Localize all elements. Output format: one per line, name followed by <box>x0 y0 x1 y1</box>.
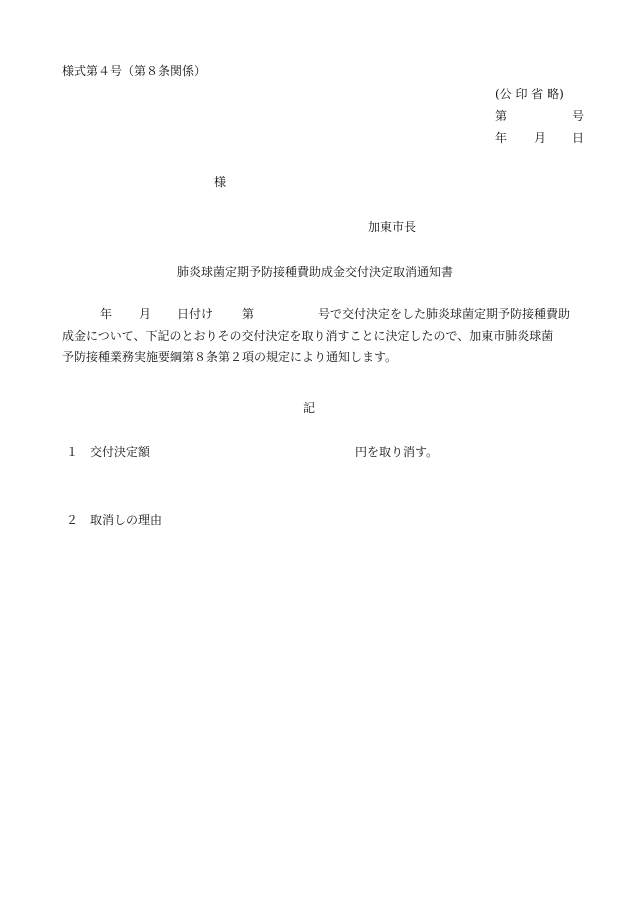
body-line-2 <box>62 326 582 348</box>
document-number-prefix: 第 <box>495 109 508 123</box>
body-line-3 <box>62 347 582 369</box>
addressee-honorific: 様 <box>214 175 227 189</box>
body-line-3-text: 予防接種業務実施要綱第８条第２項の規定により通知します。 <box>62 350 398 364</box>
item-label: 交付決定額 <box>90 445 151 459</box>
body-month-label: 月 <box>139 307 152 321</box>
item-label: 取消しの理由 <box>90 513 163 527</box>
document-reference-block <box>495 86 587 152</box>
body-number-prefix: 第 <box>242 307 255 321</box>
notes-heading: 記 <box>303 401 316 415</box>
date-day-label: 日 <box>572 131 585 145</box>
body-line-1 <box>62 304 582 326</box>
item-number: １ <box>66 445 79 459</box>
document-title: 肺炎球菌定期予防接種費助成金交付決定取消通知書 <box>177 265 454 279</box>
document-number-suffix: 号 <box>572 109 585 123</box>
seal-omitted-note: (公 印 省 略) <box>495 87 564 101</box>
date-year-label: 年 <box>495 131 508 145</box>
date-month-label: 月 <box>534 131 547 145</box>
body-paragraph <box>62 304 582 369</box>
item-suffix: 円を取り消す。 <box>355 445 439 459</box>
issuer-name: 加東市長 <box>368 220 417 234</box>
body-line-1-text: 号で交付決定をした肺炎球菌定期予防接種費助 <box>318 307 571 321</box>
seal-omitted-line <box>495 86 587 102</box>
document-number-line <box>495 108 587 124</box>
body-line-2-text: 成金について、下記のとおりその交付決定を取り消すことに決定したので、加東市肺炎球菌 <box>62 328 554 343</box>
form-number: 様式第４号（第８条関係） <box>62 64 207 78</box>
body-year-label: 年 <box>100 307 113 321</box>
item-number: ２ <box>66 513 79 527</box>
document-date-line <box>495 130 587 146</box>
body-dated-label: 日付け <box>177 307 214 321</box>
